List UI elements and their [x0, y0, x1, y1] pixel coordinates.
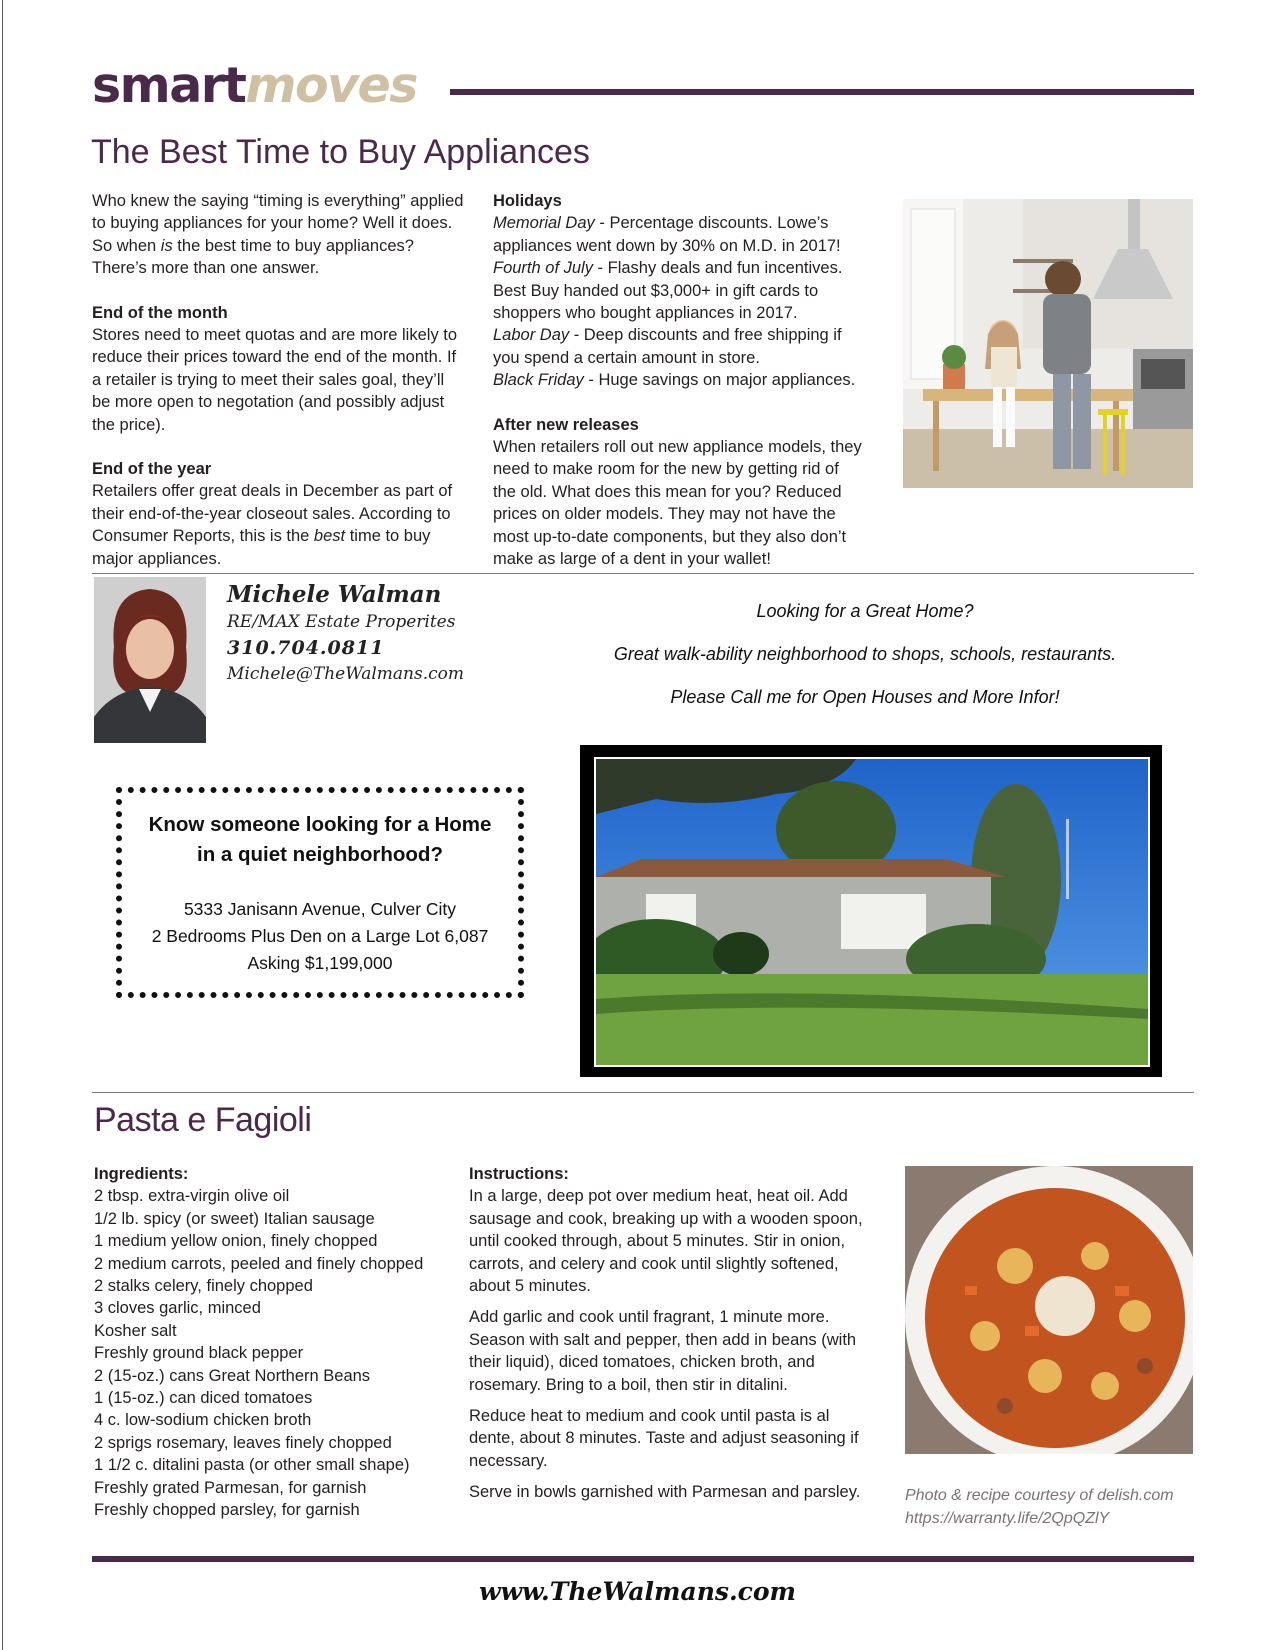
listing-size: 2 Bedrooms Plus Den on a Large Lot 6,087: [151, 926, 489, 946]
section-body: When retailers roll out new appliance models, they need to make room for the new by getting rid of the old. What does this mean for you? Reduced prices on older models. They may not have the most up-to-date components, but they also don’t make as large of a dent in your wallet!: [493, 438, 862, 569]
holiday-item: Memorial Day - Percentage discounts. Lowe’s appliances went down by 30% on M.D. in 2017!: [493, 214, 841, 255]
photo-credit: Photo & recipe courtesy of delish.com https://warranty.life/2QpQZlY: [905, 1484, 1174, 1530]
credit-link[interactable]: https://warranty.life/2QpQZlY: [905, 1510, 1110, 1527]
ingredient: 4 c. low-sodium chicken broth: [94, 1411, 312, 1430]
intro-paragraph: Who knew the saying “timing is everything” applied to buying appliances for your home? Well it does. So when is the best time to buy appliances? There’s more than one answer.: [92, 192, 464, 278]
holiday-item: Labor Day - Deep discounts and free shipping if you spend a certain amount in store.: [493, 326, 842, 367]
ingredient: 1/2 lb. spicy (or sweet) Italian sausage: [94, 1209, 375, 1228]
agent-contact: [227, 580, 464, 687]
ingredient: Freshly ground black pepper: [94, 1344, 304, 1363]
ingredients-list: [94, 1163, 464, 1522]
article-column-1: [92, 190, 467, 570]
listing-address: 5333 Janisann Avenue, Culver City: [183, 899, 457, 919]
promo-line: Looking for a Great Home?: [756, 601, 974, 621]
promo-line: Please Call me for Open Houses and More Infor!: [670, 687, 1060, 707]
section-heading: End of the year: [92, 460, 212, 479]
kitchen-photo: [903, 199, 1193, 488]
section-heading: End of the month: [92, 303, 228, 322]
section-heading: Holidays: [493, 192, 562, 210]
brand-logo: smartmoves: [92, 57, 417, 114]
ingredient: 2 medium carrots, peeled and finely chopped: [94, 1254, 424, 1273]
agent-email[interactable]: Michele@TheWalmans.com: [227, 664, 464, 684]
article-column-2: [493, 190, 863, 571]
ingredient: Kosher salt: [94, 1321, 177, 1340]
ingredient: 3 cloves garlic, minced: [94, 1299, 261, 1318]
ingredient: 2 sprigs rosemary, leaves finely chopped: [94, 1433, 392, 1452]
instruction-step: In a large, deep pot over medium heat, heat oil. Add sausage and cook, breaking up with a wooden spoon, until cooked through, about 5 minutes. Stir in onion, carrots, and celery and cook until slightly softened, about 5 minutes.: [469, 1187, 863, 1296]
promo-line: Great walk-ability neighborhood to shops, schools, restaurants.: [613, 644, 1117, 664]
instruction-step: Add garlic and cook until fragrant, 1 minute more. Season with salt and pepper, then add in beans (with their liquid), diced tomatoes, chicken broth, and rosemary. Bring to a boil, then stir in ditalini.: [469, 1308, 857, 1394]
ingredient: 1 1/2 c. ditalini pasta (or other small shape): [94, 1456, 410, 1475]
section-divider: [92, 573, 1194, 574]
recipe-title: Pasta e Fagioli: [94, 1101, 312, 1139]
ingredient: 1 (15-oz.) can diced tomatoes: [94, 1389, 313, 1408]
ingredient: Freshly chopped parsley, for garnish: [94, 1501, 360, 1520]
listing-question: Know someone looking for a Home in a quiet neighborhood?: [148, 813, 492, 866]
agent-headshot: [94, 577, 206, 743]
section-heading: Instructions:: [469, 1165, 569, 1183]
ingredient: 2 (15-oz.) cans Great Northern Beans: [94, 1366, 371, 1385]
ingredient: Freshly grated Parmesan, for garnish: [94, 1478, 367, 1497]
section-divider: [92, 1092, 1194, 1093]
holiday-item: Fourth of July - Flashy deals and fun incentives. Best Buy handed out $3,000+ in gift cards to shoppers who bought appliances in 2017.: [493, 259, 843, 323]
agent-company: RE/MAX Estate Properites: [227, 612, 456, 632]
listing-details: [122, 896, 518, 977]
instruction-step: Serve in bowls garnished with Parmesan and parsley.: [469, 1483, 861, 1502]
ingredient: 2 stalks celery, finely chopped: [94, 1277, 313, 1296]
ingredient: 2 tbsp. extra-virgin olive oil: [94, 1187, 290, 1206]
listing-price: Asking $1,199,000: [247, 953, 393, 973]
page-left-edge: [2, 0, 3, 1650]
section-body: Retailers offer great deals in December as part of their end-of-the-year closeout sales. According to Consumer Reports, this is the best time to buy major appliances.: [92, 482, 453, 568]
instruction-step: Reduce heat to medium and cook until pasta is al dente, about 8 minutes. Taste and adjust seasoning if necessary.: [469, 1407, 859, 1470]
listing-callout: [116, 787, 524, 998]
ingredient: 1 medium yellow onion, finely chopped: [94, 1232, 378, 1251]
soup-photo: [905, 1166, 1193, 1454]
promo-text: [575, 590, 1155, 719]
house-photo: [594, 757, 1150, 1067]
section-heading: Ingredients:: [94, 1165, 189, 1183]
agent-phone[interactable]: 310.704.0811: [227, 637, 385, 659]
instructions: [469, 1163, 869, 1504]
section-heading: After new releases: [493, 415, 639, 434]
article-title: The Best Time to Buy Appliances: [91, 133, 590, 171]
section-body: Stores need to meet quotas and are more likely to reduce their prices toward the end of the month. If a retailer is trying to meet their sales goal, they’ll be more open to negotation (and possibly adjust the price).: [92, 326, 458, 434]
holiday-item: Black Friday - Huge savings on major appliances.: [493, 371, 856, 390]
footer-website-link[interactable]: www.TheWalmans.com: [479, 1577, 796, 1606]
agent-name: Michele Walman: [227, 581, 442, 608]
footer-rule: [92, 1556, 1194, 1562]
masthead-rule: [450, 89, 1194, 95]
